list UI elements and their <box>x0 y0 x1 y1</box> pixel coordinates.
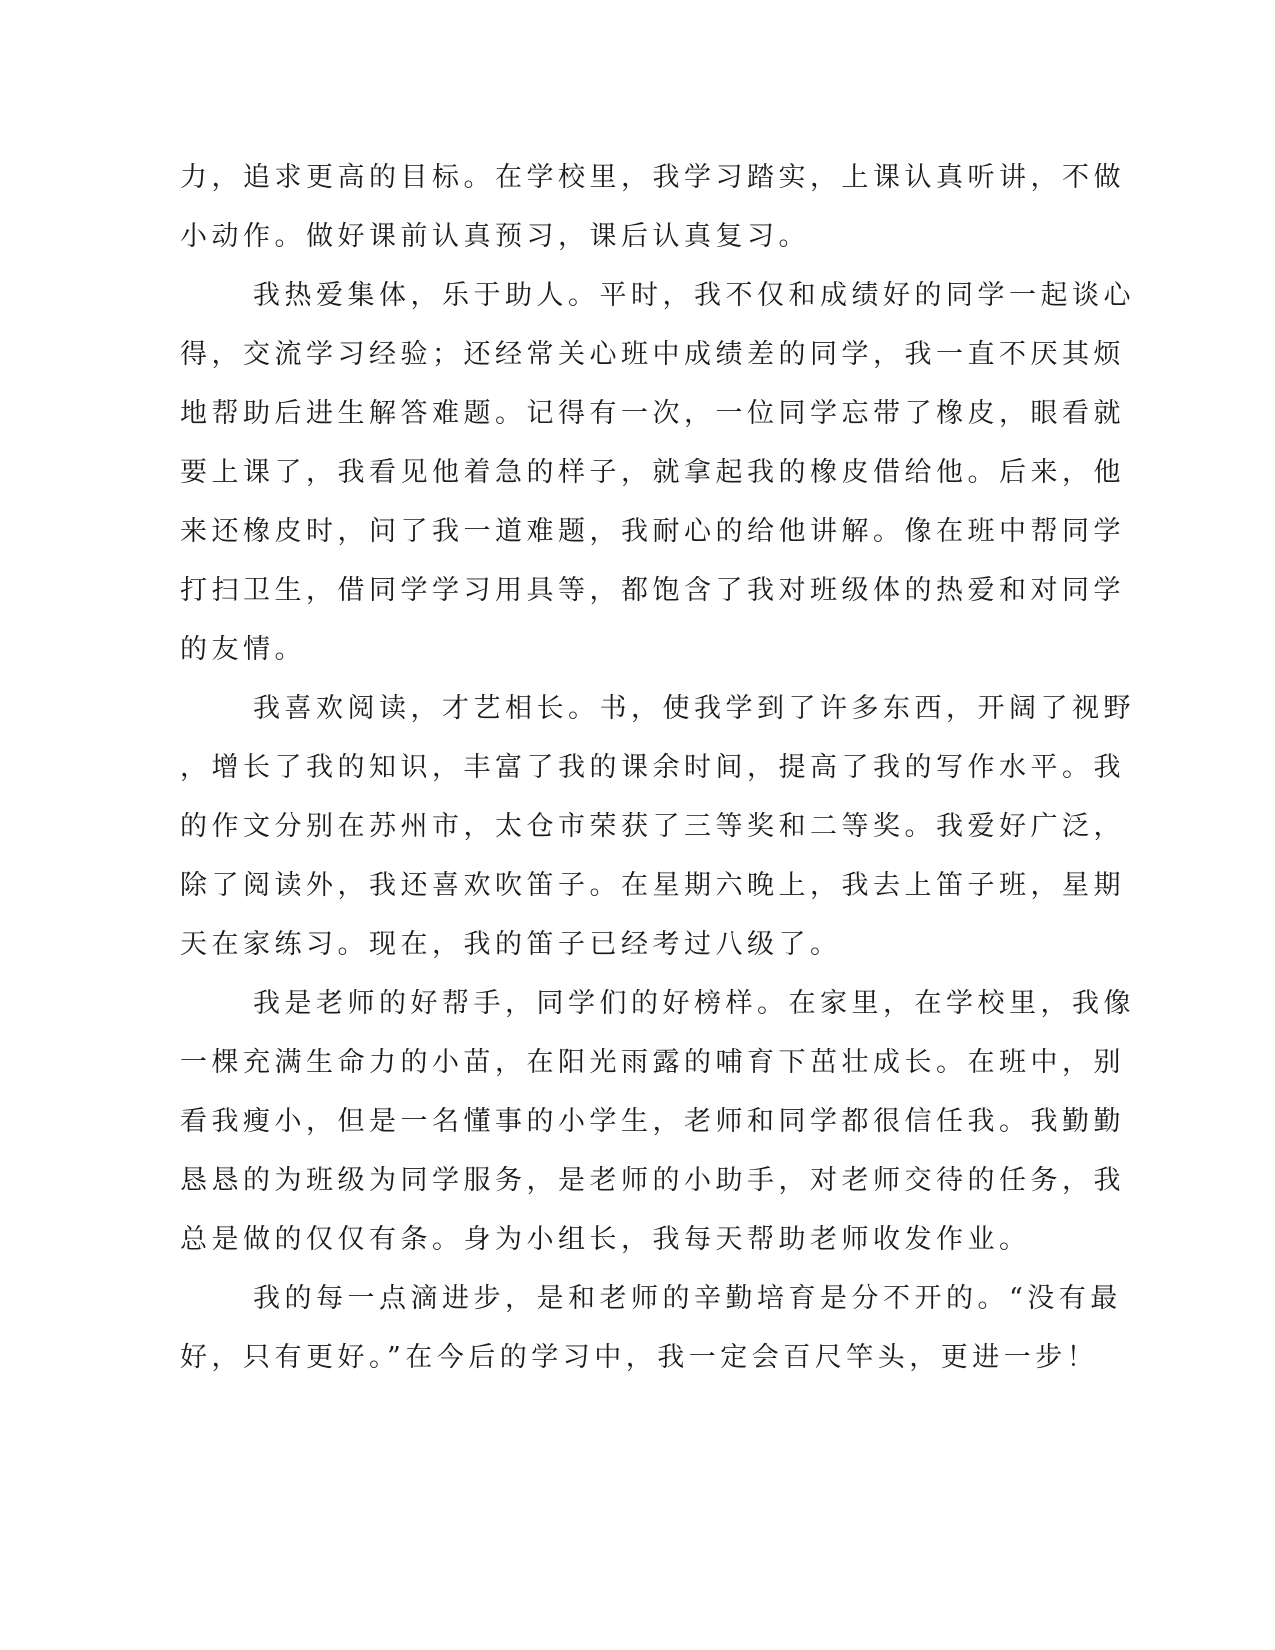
text-line: 一棵充满生命力的小苗，在阳光雨露的哺育下茁壮成长。在班中，别 <box>180 1047 1125 1078</box>
text-line: 天在家练习。现在，我的笛子已经考过八级了。 <box>180 929 842 960</box>
text-line: 来还橡皮时，问了我一道难题，我耐心的给他讲解。像在班中帮同学 <box>180 516 1125 547</box>
text-line: 力，追求更高的目标。在学校里，我学习踏实，上课认真听讲，不做 <box>180 162 1125 193</box>
text-line: 得，交流学习经验；还经常关心班中成绩差的同学，我一直不厌其烦 <box>180 339 1125 370</box>
text-line: 恳恳的为班级为同学服务，是老师的小助手，对老师交待的任务，我 <box>180 1165 1125 1196</box>
paragraph-first-line: 我的每一点滴进步，是和老师的辛勤培育是分不开的。“没有最 <box>253 1283 1122 1314</box>
text-line: 小动作。做好课前认真预习，课后认真复习。 <box>180 221 810 252</box>
text-line: ，增长了我的知识，丰富了我的课余时间，提高了我的写作水平。我 <box>180 752 1125 783</box>
text-line: 好，只有更好。”在今后的学习中，我一定会百尺竿头，更进一步！ <box>180 1342 1099 1373</box>
text-line: 要上课了，我看见他着急的样子，就拿起我的橡皮借给他。后来，他 <box>180 457 1125 488</box>
paragraph-first-line: 我喜欢阅读，才艺相长。书，使我学到了许多东西，开阔了视野 <box>253 693 1135 724</box>
text-line: 的友情。 <box>180 634 306 665</box>
text-line: 打扫卫生，借同学学习用具等，都饱含了我对班级体的热爱和对同学 <box>180 575 1125 606</box>
paragraph-first-line: 我是老师的好帮手，同学们的好榜样。在家里，在学校里，我像 <box>253 988 1135 1019</box>
document-body <box>180 148 1135 1387</box>
text-line: 总是做的仅仅有条。身为小组长，我每天帮助老师收发作业。 <box>180 1224 1031 1255</box>
text-line: 的作文分别在苏州市，太仓市荣获了三等奖和二等奖。我爱好广泛， <box>180 811 1125 842</box>
paragraph-first-line: 我热爱集体，乐于助人。平时，我不仅和成绩好的同学一起谈心 <box>253 280 1135 311</box>
text-line: 看我瘦小，但是一名懂事的小学生，老师和同学都很信任我。我勤勤 <box>180 1106 1125 1137</box>
text-line: 除了阅读外，我还喜欢吹笛子。在星期六晚上，我去上笛子班，星期 <box>180 870 1125 901</box>
text-line: 地帮助后进生解答难题。记得有一次，一位同学忘带了橡皮，眼看就 <box>180 398 1125 429</box>
